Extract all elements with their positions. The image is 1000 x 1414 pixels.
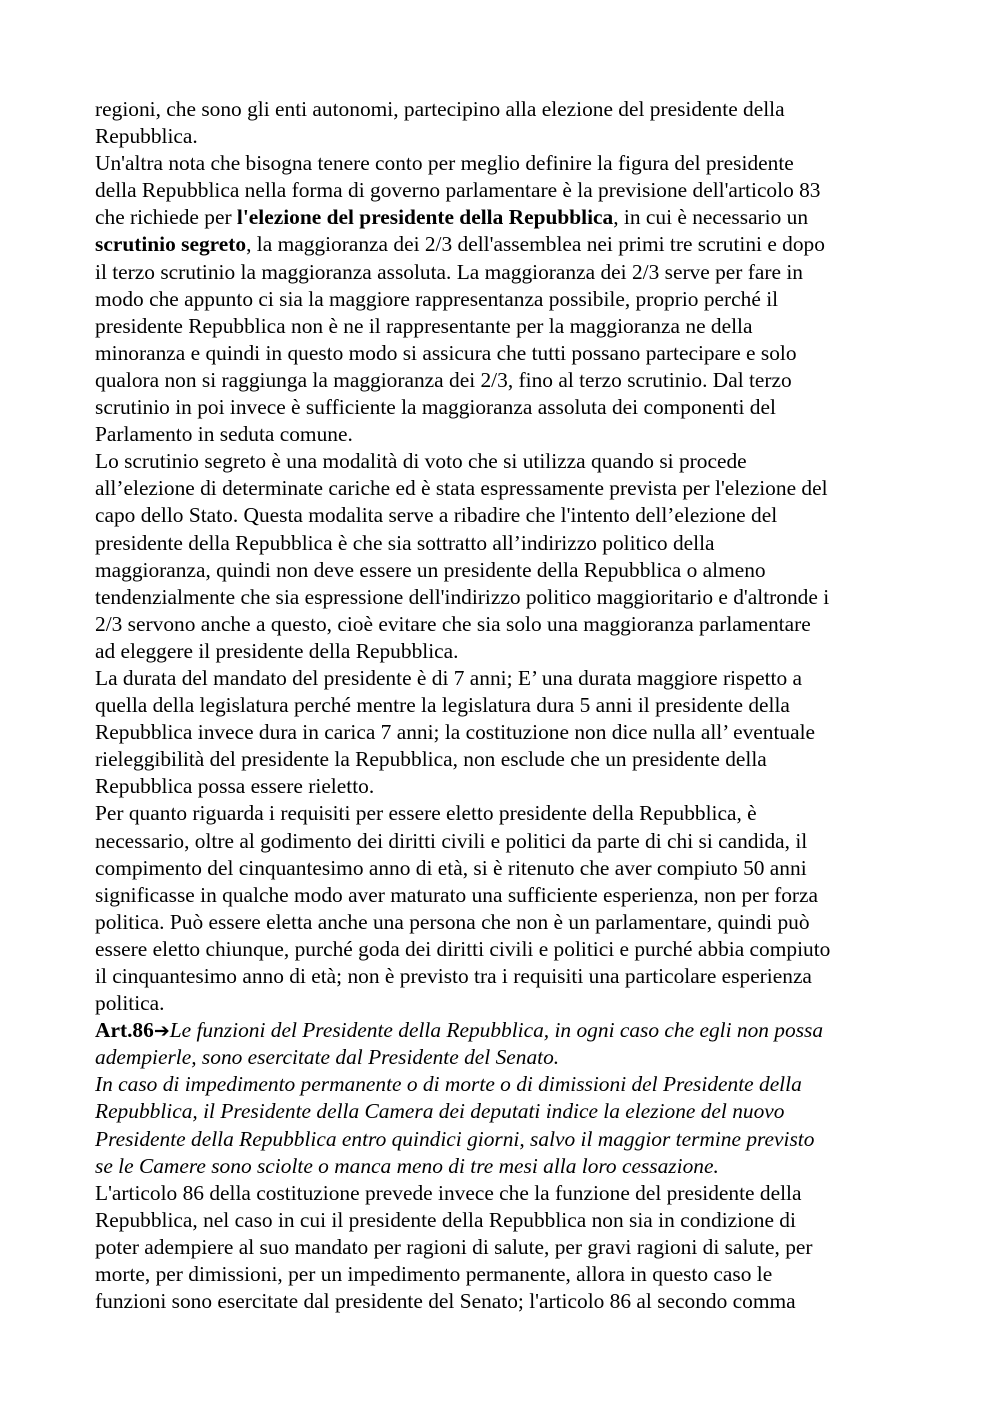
text-line <box>95 1071 915 1098</box>
text-line: scrutinio in poi invece è sufficiente la maggioranza assoluta dei componenti del <box>95 395 776 420</box>
text-line <box>95 1044 915 1071</box>
text-line: il terzo scrutinio la maggioranza assoluta. La maggioranza dei 2/3 serve per fare in <box>95 259 803 284</box>
text-line: Un'altra nota che bisogna tenere conto per meglio definire la figura del presidente <box>95 151 794 176</box>
text-line: politica. <box>95 991 165 1016</box>
text-line: funzioni sono esercitate dal presidente del Senato; l'articolo 86 al secondo comma <box>95 1289 796 1314</box>
text-line: capo dello Stato. Questa modalita serve a ribadire che l'intento dell’elezione del <box>95 503 778 528</box>
text-line: presidente Repubblica non è ne il rappresentante per la maggioranza ne della <box>95 313 753 338</box>
bold-text: scrutinio segreto <box>95 232 247 257</box>
text-line <box>95 1017 915 1044</box>
text-line: modo che appunto ci sia la maggiore rappresentanza possibile, proprio perché il <box>95 286 779 311</box>
text-line: politica. Può essere eletta anche una persona che non è un parlamentare, quindi può <box>95 909 810 934</box>
text-line: presidente della Repubblica è che sia sottratto all’indirizzo politico della <box>95 530 715 555</box>
text-line: minoranza e quindi in questo modo si assicura che tutti possano partecipare e solo <box>95 340 797 365</box>
italic-text: se le Camere sono sciolte o manca meno di tre mesi alla loro cessazione. <box>95 1153 719 1178</box>
bold-text: l'elezione del presidente della Repubblica <box>236 205 614 230</box>
text-line: maggioranza, quindi non deve essere un presidente della Repubblica o almeno <box>95 557 766 582</box>
text-line: all’elezione di determinate cariche ed è stata espressamente prevista per l'elezione del <box>95 476 828 501</box>
text-line: ad eleggere il presidente della Repubblica. <box>95 638 459 663</box>
text-line: L'articolo 86 della costituzione prevede invece che la funzione del presidente della <box>95 1180 802 1205</box>
text-line: Repubblica. <box>95 124 198 149</box>
text-span: che richiede per <box>95 205 237 230</box>
text-line: significasse in qualche modo aver maturato una sufficiente esperienza, non per forza <box>95 882 819 907</box>
text-line: Repubblica possa essere rieletto. <box>95 774 375 799</box>
text-line: Lo scrutinio segreto è una modalità di voto che si utilizza quando si procede <box>95 449 747 474</box>
text-line <box>95 231 915 258</box>
arrow-icon: ➔ <box>153 1020 170 1043</box>
text-line <box>95 204 915 231</box>
text-line <box>95 1098 915 1125</box>
text-line <box>95 1153 915 1180</box>
text-line: il cinquantesimo anno di età; non è previsto tra i requisiti una particolare esperienza <box>95 964 812 988</box>
text-span: , in cui è necessario un <box>613 205 809 230</box>
italic-text: In caso di impedimento permanente o di morte o di dimissioni del Presidente della <box>95 1072 802 1097</box>
text-line: tendenzialmente che sia espressione dell'indirizzo politico maggioritario e d'altronde i <box>95 584 830 609</box>
text-line: morte, per dimissioni, per un impedimento permanente, allora in questo caso le <box>95 1262 773 1287</box>
text-line: La durata del mandato del presidente è di 7 anni; E’ una durata maggiore rispetto a <box>95 665 803 690</box>
bold-text: Art.86 <box>95 1018 154 1043</box>
text-line: essere eletto chiunque, purché goda dei diritti civili e politici e purché abbia compiuto <box>95 936 831 961</box>
text-line: qualora non si raggiunga la maggioranza dei 2/3, fino al terzo scrutinio. Dal terzo <box>95 367 792 392</box>
text-line: quella della legislatura perché mentre la legislatura dura 5 anni il presidente della <box>95 693 790 718</box>
document-page <box>95 96 915 1315</box>
text-line: Repubblica invece dura in carica 7 anni; la costituzione non dice nulla all’ eventuale <box>95 720 816 745</box>
text-line: Per quanto riguarda i requisiti per essere eletto presidente della Repubblica, è <box>95 801 757 826</box>
text-line: poter adempiere al suo mandato per ragioni di salute, per gravi ragioni di salute, per <box>95 1234 813 1259</box>
text-line: compimento del cinquantesimo anno di età, si è ritenuto che aver compiuto 50 anni <box>95 855 807 880</box>
text-line: regioni, che sono gli enti autonomi, partecipino alla elezione del presidente della <box>95 97 785 121</box>
text-line: Repubblica, nel caso in cui il presidente della Repubblica non sia in condizione di <box>95 1207 796 1232</box>
italic-text: Repubblica, il Presidente della Camera dei deputati indice la elezione del nuovo <box>95 1099 785 1124</box>
text-line: rieleggibilità del presidente la Repubblica, non esclude che un presidente della <box>95 747 767 772</box>
text-span: , la maggioranza dei 2/3 dell'assemblea nei primi tre scrutini e dopo <box>246 232 825 257</box>
text-line: Parlamento in seduta comune. <box>95 422 353 447</box>
italic-text: Presidente della Repubblica entro quindici giorni, salvo il maggior termine previsto <box>95 1126 815 1151</box>
text-line: 2/3 servono anche a questo, cioè evitare che sia solo una maggioranza parlamentare <box>95 611 811 636</box>
text-line: della Repubblica nella forma di governo parlamentare è la previsione dell'articolo 83 <box>95 178 821 203</box>
text-line: necessario, oltre al godimento dei diritti civili e politici da parte di chi si candida, il <box>95 828 808 853</box>
text-line <box>95 1126 915 1153</box>
italic-text: Le funzioni del Presidente della Repubblica, in ogni caso che egli non possa <box>169 1018 824 1043</box>
italic-text: adempierle, sono esercitate dal Presidente del Senato. <box>95 1045 560 1070</box>
